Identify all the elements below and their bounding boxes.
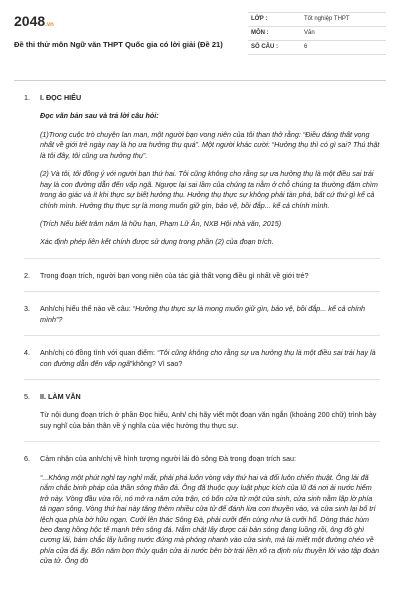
question-divider (24, 335, 380, 336)
exam-info-table (248, 12, 386, 55)
site-logo[interactable] (14, 14, 223, 32)
info-row-subject (248, 27, 386, 41)
logo-domain: .vn (45, 22, 54, 28)
info-key: LỚP : (251, 16, 268, 23)
question-number: 6. (24, 454, 30, 464)
question-divider (24, 441, 380, 442)
info-row-class (248, 13, 386, 27)
exam-title: Đề thi thử môn Ngữ văn THPT Quốc gia có lời giải (Đề 21) (14, 40, 223, 49)
question-divider (24, 379, 380, 380)
question-body (40, 454, 380, 566)
page-header (14, 12, 386, 72)
questions-list (14, 93, 386, 567)
question-5 (24, 392, 380, 431)
passage-paragraph-2: (2) Và tôi, tôi đồng ý với người bạn thứ hai. Tôi cũng không cho rằng sự ưa hưởng thụ là một điều sai trái hay là con đường dẫn đến vấp ngã. Ngược lại sai lầm của chúng ta nằm ở chỗ chúng ta thường đặm chìm trong ảo giác và ít khi thực sự biết hưởng thụ. Hưởng thụ thực sự không phải tàn phá, bất cứ thứ gì kể cả chính mình. Hưởng thụ thực sự là mong muốn giữ gìn, bảo vệ, bồi đắp... kể cả chính mình. (40, 169, 378, 210)
passage-source: (Trích Nếu biết trăm năm là hữu hạn, Phạm Lữ Ân, NXB Hội nhà văn, 2015) (40, 218, 282, 228)
question-text: Anh/chị có đồng tình với quan điểm: (40, 348, 157, 358)
question-quote: “Tôi cũng không cho rằng sự ưa hưởng thụ là một điều sai trái hay là con đường dẫn đến vấp ngã (40, 348, 376, 368)
question-divider (24, 291, 380, 292)
question-3 (24, 304, 380, 325)
question-quote: “...Không một phút nghỉ tay nghỉ mắt, phải phá luôn vòng vây thứ hai và đổi luôn chiến thuật. Ông lái đã nắm chắc binh pháp của thần sông thần đá. Ông đã thuộc quy luật phục kích của lũ đá nơi ải nước hiểm trở này. Vòng đầu vừa rồi, nó mở ra năm cửa trận, có bốn cửa tử một cửa sinh, cửa sinh nằm lập lờ phía tả ngạn sông. Vòng thứ hai này tăng thêm nhiều cửa tử để đánh lừa con thuyền vào, và cửa sinh lại bố trí lệch qua phía bờ hữu ngạn. Cưỡi lên thác Sông Đà, phải cưỡi đến cùng như là cưỡi hổ. Dòng thác hùm beo đang hồng hộc tế mạnh trên sông đá. Nắm chặt lấy được cái bản sóng đang luồng rồi, ông đò ghì cương lái, bám chắc lấy luồng nước đúng mà phóng nhanh vào cửa sinh, mà lái miết một đường chéo về phía cửa đá ấy. Bốn năm bọn thủy quân cửa ải nước bên bờ trái liền xô ra định níu thuyền lôi vào tập đoàn cửa tử. Ông đò (40, 472, 380, 566)
question-divider (24, 258, 380, 259)
header-divider (14, 80, 386, 81)
question-2 (24, 271, 380, 281)
question-text-suffix: ”không? Vì sao? (130, 358, 183, 368)
question-1 (24, 93, 380, 248)
info-key: MÔN : (251, 30, 269, 37)
question-number: 5. (24, 392, 30, 401)
passage-paragraph-1: (1)Trong cuộc trò chuyện lan man, một người bạn vong niên của tôi than thở rằng: “Điều đáng thất vọng nhất về giới trẻ ngày nay là họ ưa hưởng thụ quá”. Một người khác cười: “Hưởng thụ thì có gì sai? Thú thật là tôi đây, tôi cũng ưa hưởng thụ”. (40, 129, 380, 160)
question-quote: “Hưởng thụ thực sự là mong muốn giữ gìn, bảo vệ, bồi đắp... kể cả chính mình”? (40, 304, 366, 324)
brand-block (14, 12, 223, 50)
question-body (40, 392, 380, 431)
info-row-count (248, 41, 386, 55)
question-number: 1. (24, 93, 30, 102)
question-body (40, 93, 380, 248)
question-4 (24, 348, 380, 369)
info-key: SỐ CÂU : (251, 44, 278, 51)
question-text: Cảm nhận của anh/chị về hình tượng người lái đò sông Đà trong đoạn trích sau: (40, 454, 296, 464)
question-text: Trong đoạn trích, người bạn vong niên của tác giả thất vọng điều gì nhất về giới trẻ? (40, 270, 309, 280)
info-value: 6 (304, 44, 308, 51)
question-number: 3. (24, 304, 30, 314)
reading-instruction: Đọc văn bản sau và trả lời câu hỏi: (40, 111, 159, 121)
info-value: Tốt nghiệp THPT (304, 16, 350, 23)
question-number: 4. (24, 348, 30, 358)
question-text: Từ nội dung đoạn trích ở phần Đọc hiểu, Anh/ chị hãy viết một đoạn văn ngắn (khoảng 200 chữ) trình bày suy nghĩ của bản thân về ý nghĩa của việc hưởng thụ thực sự. (40, 410, 377, 430)
info-value: Văn (304, 30, 315, 37)
question-6 (24, 454, 380, 566)
section-title-reading: I. ĐỌC HIỂU (40, 93, 82, 102)
question-number: 2. (24, 270, 30, 280)
logo-number: 2048 (14, 13, 46, 29)
section-title-writing: II. LÀM VĂN (40, 392, 81, 401)
question-1-prompt: Xác định phép liên kết chính được sử dụng trong phần (2) của đoạn trích. (40, 237, 274, 247)
question-body (40, 348, 380, 369)
question-text: Anh/chị hiểu thế nào về câu: (40, 304, 133, 314)
question-body (40, 304, 380, 325)
